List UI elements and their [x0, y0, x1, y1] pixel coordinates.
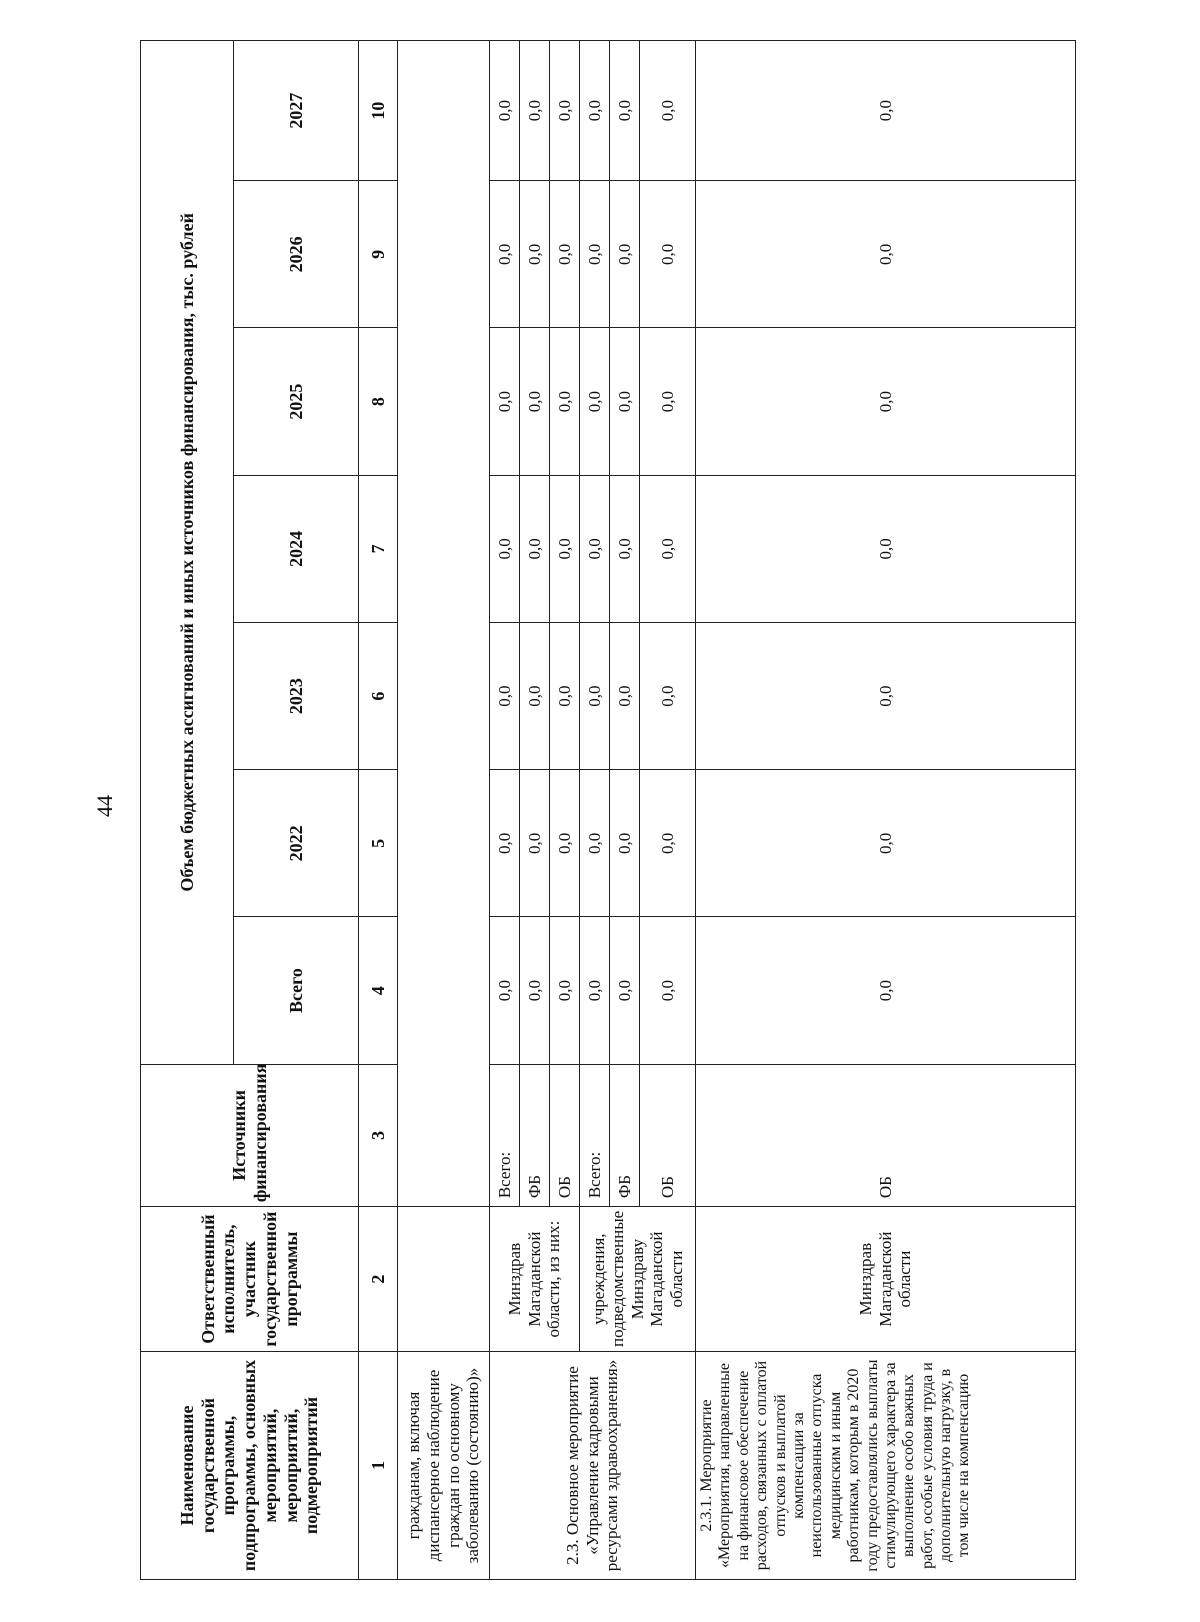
value-cell: 0,0 — [640, 41, 696, 181]
value-cell: 0,0 — [520, 622, 550, 769]
value-cell: 0,0 — [580, 917, 610, 1064]
header-row-1 — [141, 41, 234, 1580]
header-executor: Ответственный исполнитель, участник государственной программы — [141, 1207, 359, 1352]
value-cell: 0,0 — [580, 770, 610, 917]
value-cell: 0,0 — [490, 770, 520, 917]
value-cell: 0,0 — [490, 917, 520, 1064]
value-cell: 0,0 — [580, 41, 610, 181]
header-name: Наименование государственной программы, подпрограммы, основных мероприятий, мероприятий, подмероприятий — [141, 1352, 359, 1580]
column-number: 7 — [359, 475, 398, 622]
value-cell: 0,0 — [610, 328, 640, 475]
empty-cell — [398, 41, 490, 1207]
header-year-2022: 2022 — [234, 770, 359, 917]
value-cell: 0,0 — [520, 917, 550, 1064]
header-year-2024: 2024 — [234, 475, 359, 622]
continuation-name: гражданам, включая диспансерное наблюдение граждан по основному заболеванию (состоянию)» — [398, 1352, 490, 1580]
value-cell: 0,0 — [640, 770, 696, 917]
value-cell: 0,0 — [610, 181, 640, 328]
value-cell: 0,0 — [550, 328, 580, 475]
value-cell: 0,0 — [580, 181, 610, 328]
header-year-2027: 2027 — [234, 41, 359, 181]
value-cell: 0,0 — [550, 475, 580, 622]
value-cell: 0,0 — [696, 622, 1076, 769]
value-cell: 0,0 — [580, 328, 610, 475]
value-cell: 0,0 — [550, 917, 580, 1064]
value-cell: 0,0 — [520, 181, 550, 328]
header-year-2023: 2023 — [234, 622, 359, 769]
value-cell: 0,0 — [580, 475, 610, 622]
value-cell: 0,0 — [490, 475, 520, 622]
value-cell: 0,0 — [490, 181, 520, 328]
value-cell: 0,0 — [610, 475, 640, 622]
column-number: 8 — [359, 328, 398, 475]
value-cell: 0,0 — [520, 41, 550, 181]
value-cell: 0,0 — [696, 181, 1076, 328]
value-cell: 0,0 — [520, 475, 550, 622]
value-cell: 0,0 — [610, 770, 640, 917]
column-number: 9 — [359, 181, 398, 328]
continuation-row — [398, 41, 490, 1580]
table-row — [490, 41, 520, 1580]
executor-subordinate: учреждения, подведомственные Минздраву Магаданской области — [580, 1207, 696, 1352]
empty-cell — [398, 1207, 490, 1352]
value-cell: 0,0 — [550, 622, 580, 769]
value-cell: 0,0 — [640, 475, 696, 622]
source-cell: Всего: — [580, 1064, 610, 1206]
page-number: 44 — [92, 795, 117, 817]
value-cell: 0,0 — [520, 770, 550, 917]
value-cell: 0,0 — [490, 41, 520, 181]
value-cell: 0,0 — [696, 917, 1076, 1064]
event-source: ОБ — [696, 1064, 1076, 1206]
value-cell: 0,0 — [610, 622, 640, 769]
column-number: 2 — [359, 1207, 398, 1352]
source-cell: ФБ — [610, 1064, 640, 1206]
table-row — [580, 41, 610, 1580]
source-cell: Всего: — [490, 1064, 520, 1206]
value-cell: 0,0 — [696, 770, 1076, 917]
value-cell: 0,0 — [696, 475, 1076, 622]
source-cell: ФБ — [520, 1064, 550, 1206]
header-source: Источники финансирования — [141, 1064, 359, 1206]
column-number: 4 — [359, 917, 398, 1064]
column-number: 3 — [359, 1064, 398, 1206]
header-year-2026: 2026 — [234, 181, 359, 328]
event-name: 2.3.1. Мероприятие «Мероприятия, направленные на финансовое обеспечение расходов, связанных с оплатой отпусков и выплатой компенсации за неиспользованные отпуска медицинским и иным работникам, которым в 2020 году предоставлялись выплаты стимулирующего характера за выполнение особо важных работ, особые условия труда и дополнительную нагрузку, в том числе на компенсацию — [696, 1352, 1076, 1580]
column-number: 1 — [359, 1352, 398, 1580]
column-number: 5 — [359, 770, 398, 917]
value-cell: 0,0 — [610, 41, 640, 181]
source-cell: ОБ — [550, 1064, 580, 1206]
value-cell: 0,0 — [490, 622, 520, 769]
value-cell: 0,0 — [550, 41, 580, 181]
value-cell: 0,0 — [640, 181, 696, 328]
main-event-name: 2.3. Основное мероприятие «Управление кадровыми ресурсами здравоохранения» — [490, 1352, 696, 1580]
value-cell: 0,0 — [520, 328, 550, 475]
budget-table — [140, 40, 1076, 1580]
value-cell: 0,0 — [696, 328, 1076, 475]
header-year-total: Всего — [234, 917, 359, 1064]
value-cell: 0,0 — [490, 328, 520, 475]
column-number-row — [359, 41, 398, 1580]
value-cell: 0,0 — [610, 917, 640, 1064]
event-executor: Минздрав Магаданской области — [696, 1207, 1076, 1352]
table-row — [696, 41, 1076, 1580]
value-cell: 0,0 — [550, 181, 580, 328]
value-cell: 0,0 — [640, 917, 696, 1064]
column-number: 6 — [359, 622, 398, 769]
source-cell: ОБ — [640, 1064, 696, 1206]
value-cell: 0,0 — [696, 41, 1076, 181]
value-cell: 0,0 — [640, 328, 696, 475]
header-funding-group: Объем бюджетных ассигнований и иных источников финансирования, тыс. рублей — [141, 41, 234, 1065]
value-cell: 0,0 — [550, 770, 580, 917]
value-cell: 0,0 — [640, 622, 696, 769]
column-number: 10 — [359, 41, 398, 181]
value-cell: 0,0 — [580, 622, 610, 769]
executor-ministry: Минздрав Магаданской области, из них: — [490, 1207, 580, 1352]
header-year-2025: 2025 — [234, 328, 359, 475]
